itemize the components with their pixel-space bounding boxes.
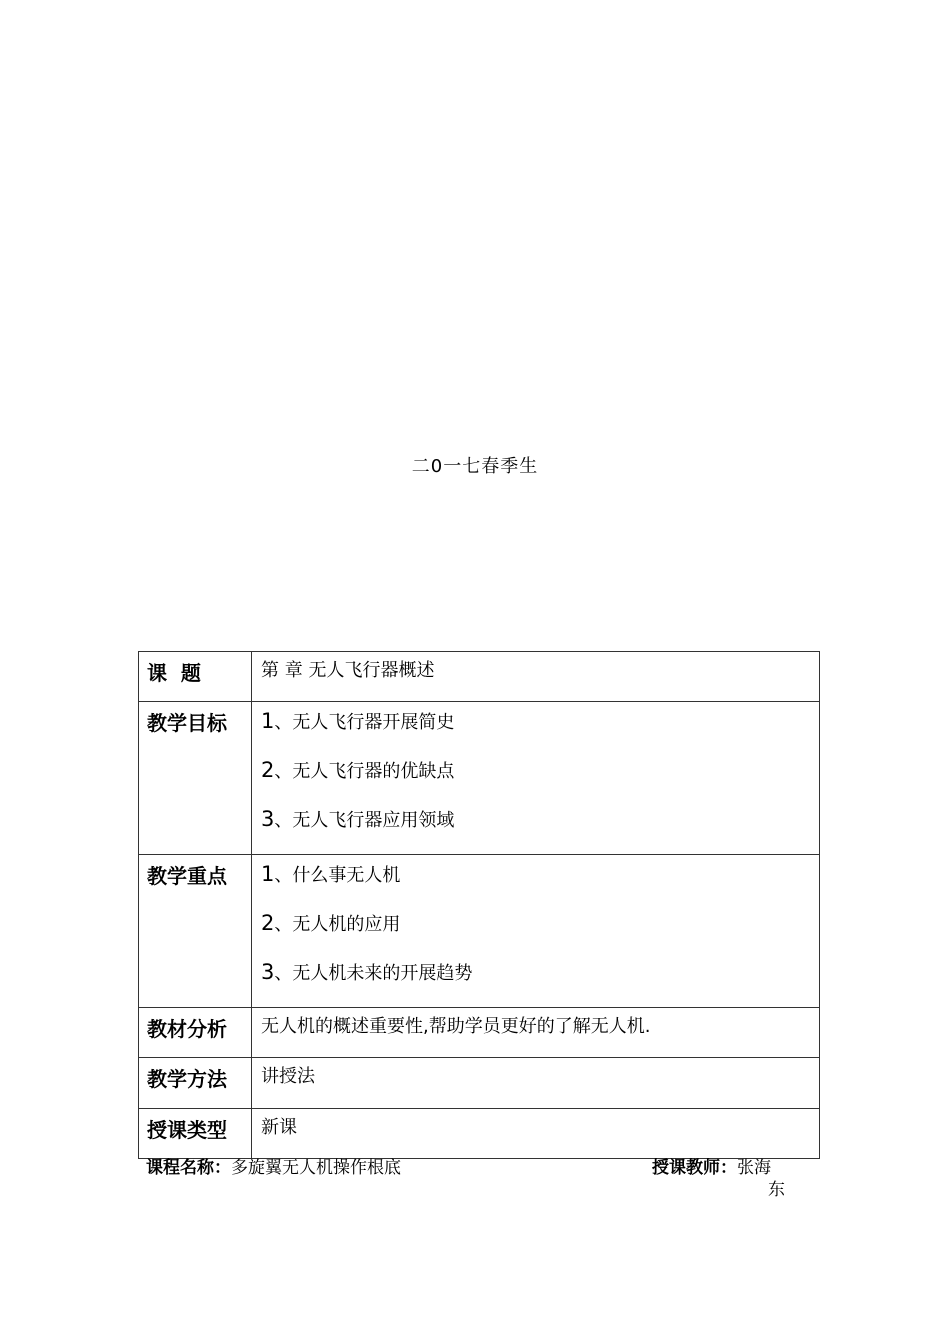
goals-label: 教学目标 (139, 702, 252, 855)
teacher (652, 1157, 788, 1201)
title-value (252, 652, 820, 702)
title-value-text: 第 章 无人飞行器概述 (261, 660, 435, 681)
item-number: 3 (261, 960, 275, 984)
table-row-analysis (139, 1008, 820, 1058)
course-name (146, 1157, 401, 1179)
course-name-value: 多旋翼无人机操作根底 (231, 1158, 401, 1178)
list-item (261, 805, 819, 854)
type-value: 新课 (252, 1109, 820, 1159)
table-row-goals (139, 702, 820, 855)
item-text: 、什么事无人机 (274, 865, 401, 886)
item-text: 、无人飞行器的优缺点 (274, 761, 455, 782)
course-name-label: 课程名称： (146, 1158, 231, 1178)
lesson-plan-table (138, 651, 820, 1159)
list-item (261, 756, 819, 805)
semester-heading: 二0一七春季生 (411, 456, 539, 477)
title-label-text: 课 题 (147, 661, 201, 685)
list-item (261, 860, 819, 909)
analysis-label: 教材分析 (139, 1008, 252, 1058)
list-item (261, 707, 819, 756)
analysis-value: 无人机的概述重要性,帮助学员更好的了解无人机. (252, 1008, 820, 1058)
table-row-title (139, 652, 820, 702)
item-number: 2 (261, 758, 275, 782)
table-row-key-points (139, 855, 820, 1008)
item-text: 、无人飞行器开展简史 (274, 712, 455, 733)
item-number: 2 (261, 911, 275, 935)
item-number: 1 (261, 862, 275, 886)
teacher-label: 授课教师： (652, 1158, 737, 1178)
key-points-label: 教学重点 (139, 855, 252, 1008)
list-item (261, 958, 819, 1007)
table-row-method (139, 1058, 820, 1109)
item-text: 、无人机未来的开展趋势 (274, 963, 473, 984)
table-row-type (139, 1109, 820, 1159)
title-label (139, 652, 252, 702)
teacher-name-line2: 东 (768, 1180, 785, 1200)
method-value: 讲授法 (252, 1058, 820, 1109)
key-points-list (252, 855, 820, 1008)
method-label: 教学方法 (139, 1058, 252, 1109)
type-label: 授课类型 (139, 1109, 252, 1159)
item-number: 3 (261, 807, 275, 831)
list-item (261, 909, 819, 958)
item-text: 、无人飞行器应用领域 (274, 810, 455, 831)
goals-list (252, 702, 820, 855)
item-number: 1 (261, 709, 275, 733)
teacher-name-line1: 张海 (737, 1158, 771, 1178)
item-text: 、无人机的应用 (274, 914, 401, 935)
